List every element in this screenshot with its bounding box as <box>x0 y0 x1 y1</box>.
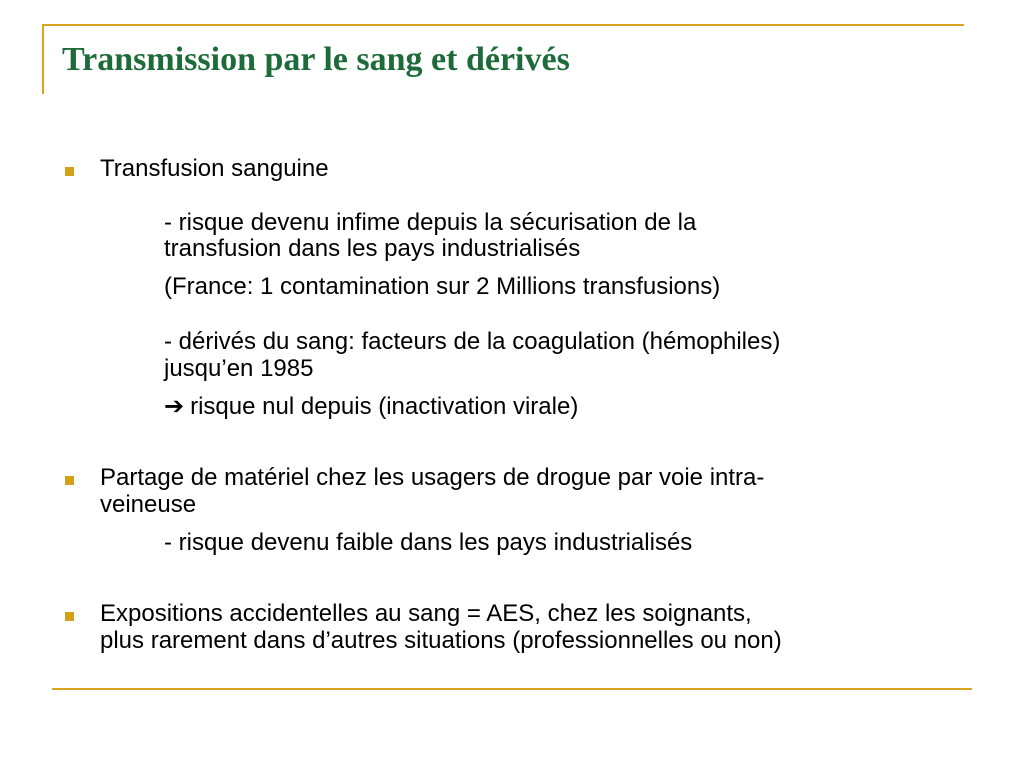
sub-item-risk-nul-text: risque nul depuis (inactivation virale) <box>190 393 579 420</box>
bullet-drug-line-2: veineuse <box>100 491 197 518</box>
slide-title: Transmission par le sang et dérivés <box>62 41 570 78</box>
sub-item-drug-risk: - risque devenu faible dans les pays industrialisés <box>164 529 693 556</box>
sub-item-derives-line-1: - dérivés du sang: facteurs de la coagulation (hémophiles) <box>164 328 781 355</box>
sub-item-risk-line-1: - risque devenu infime depuis la sécurisation de la <box>164 209 697 236</box>
title-frame-top-rule <box>42 24 964 26</box>
sub-item-risk-line-2: transfusion dans les pays industrialisés <box>164 235 581 262</box>
title-frame-left-rule <box>42 24 44 94</box>
bullet-square-icon <box>65 476 74 485</box>
bullet-transfusion: Transfusion sanguine <box>100 155 329 182</box>
sub-item-risk-nul <box>164 393 578 420</box>
bottom-rule <box>52 688 972 690</box>
arrow-right-icon: ➔ <box>164 393 185 420</box>
sub-item-derives-line-2: jusqu’en 1985 <box>164 355 314 382</box>
bullet-square-icon <box>65 612 74 621</box>
bullet-drug-line-1: Partage de matériel chez les usagers de drogue par voie intra- <box>100 464 765 491</box>
bullet-aes-line-2: plus rarement dans d’autres situations (professionnelles ou non) <box>100 627 782 654</box>
sub-item-france-stat: (France: 1 contamination sur 2 Millions transfusions) <box>164 273 721 300</box>
bullet-aes-line-1: Expositions accidentelles au sang = AES, chez les soignants, <box>100 600 752 627</box>
bullet-square-icon <box>65 167 74 176</box>
